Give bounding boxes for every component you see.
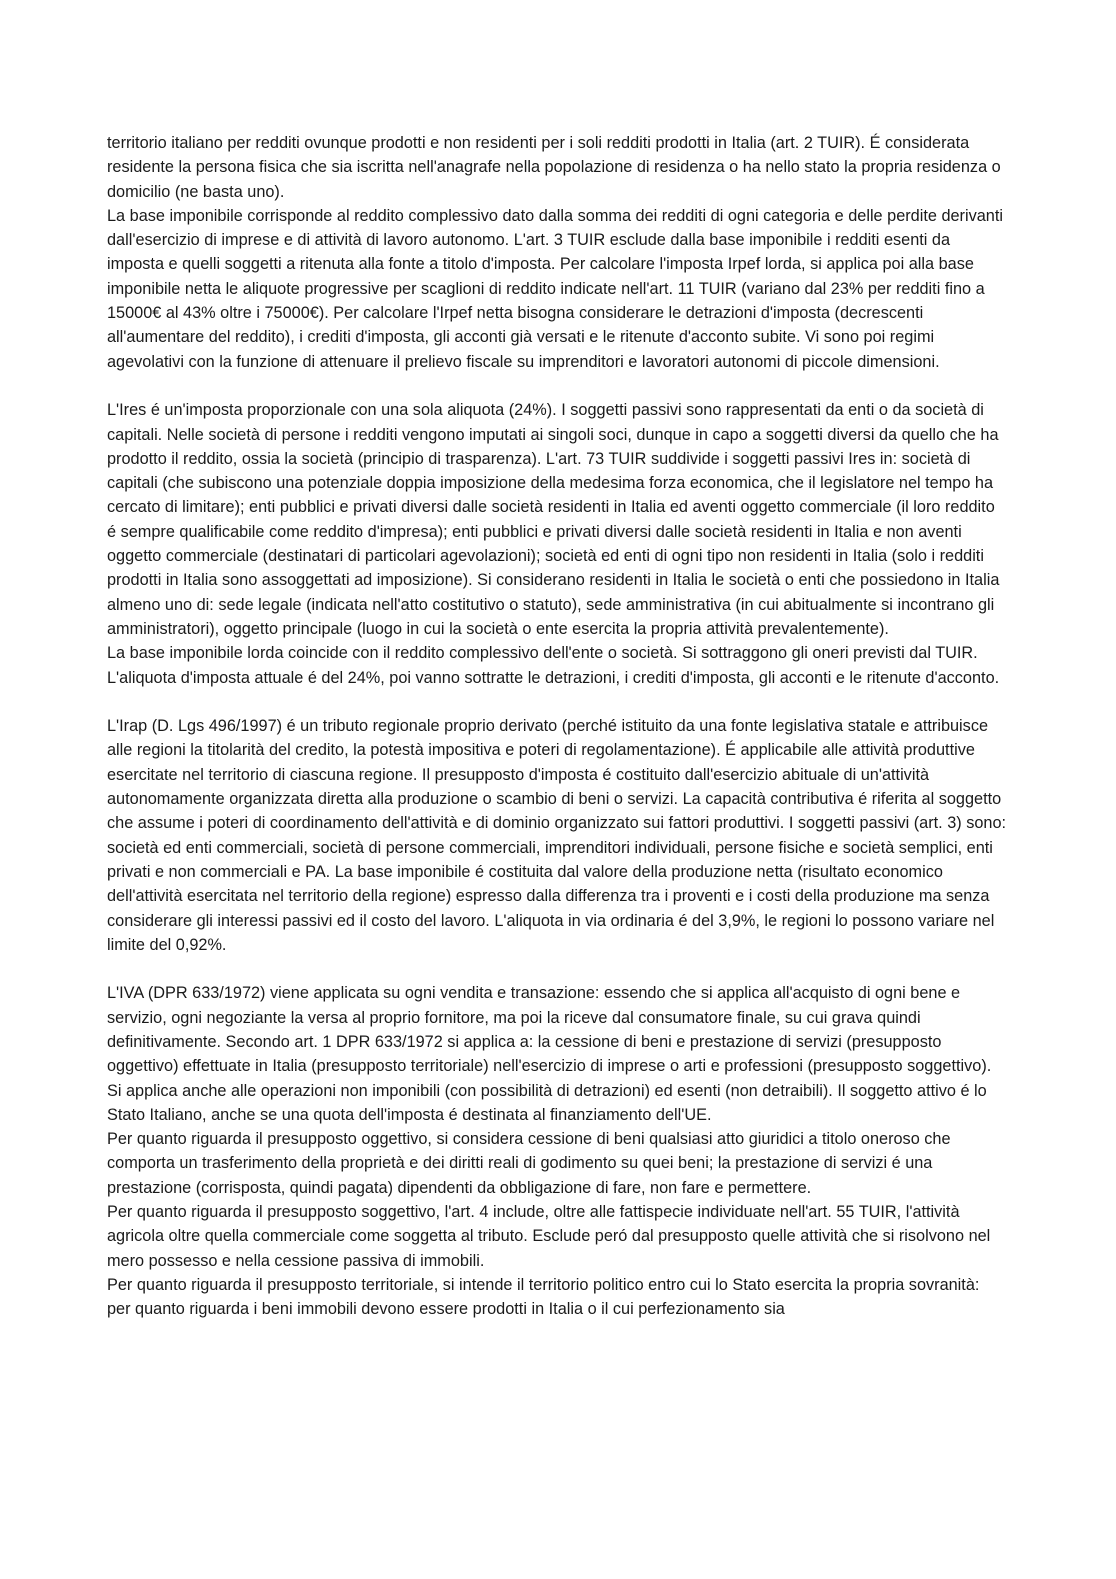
paragraph-iva-oggettivo: Per quanto riguarda il presupposto oggettivo, si considera cessione di beni qualsiasi atto giuridici a titolo oneroso che comporta un trasferimento della proprietà e dei diritti reali di godimento su quei beni; la prestazione di servizi é una prestazione (corrisposta, quindi pagata) dipendenti da obbligazione di fare, non fare e permettere. [107,1130,951,1197]
paragraph-iva-soggettivo: Per quanto riguarda il presupposto soggettivo, l'art. 4 include, oltre alle fattispecie individuate nell'art. 55 TUIR, l'attività agricola oltre quella commerciale come soggetta al tributo. Esclude peró dal presupposto quelle attività che si risolvono nel mero possesso e nella cessione passiva di immobili. [107,1203,991,1270]
paragraph-iva-territoriale: Per quanto riguarda il presupposto territoriale, si intende il territorio politico entro cui lo Stato esercita la propria sovranità: per quanto riguarda i beni immobili devono essere prodotti in Italia o il cui perfezionamento sia [107,1275,980,1319]
paragraph-irap: L'Irap (D. Lgs 496/1997) é un tributo regionale proprio derivato (perché istituito da una fonte legislativa statale e attribuisce alle regioni la titolarità del credito, la potestà impositiva e poteri di regolamentazione). É applicabile alle attività produttive esercitate nel territorio di ciascuna regione. Il presupposto d'imposta é costituito dall'esercizio abituale di un'attività autonomamente organizzata diretta alla produzione o scambio di beni o servizi. La capacità contributiva é riferita al soggetto che assume i poteri di coordinamento dell'attività e di dominio organizzato sui fattori produttivi. I soggetti passivi (art. 3) sono: società ed enti commerciali, società di persone commerciali, imprenditori individuali, persone fisiche e società semplici, enti privati e non commerciali e PA. La base imponibile é costituita dal valore della produzione netta (risultato economico dell'attività esercitata nel territorio della regione) espresso dalla differenza tra i proventi e i costi della produzione ma senza considerare gli interessi passivi ed il costo del lavoro. L'aliquota in via ordinaria é del 3,9%, le regioni lo possono variare nel limite del 0,92%. [107,717,1007,954]
paragraph-iva: L'IVA (DPR 633/1972) viene applicata su ogni vendita e transazione: essendo che si applica all'acquisto di ogni bene e servizio, ogni negoziante la versa al proprio fornitore, ma poi la riceve dal consumatore finale, su cui grava quindi definitivamente. Secondo art. 1 DPR 633/1972 si applica a: la cessione di beni e prestazione di servizi (presupposto oggettivo) effettuate in Italia (presupposto territoriale) nell'esercizio di imprese o arti e professioni (presupposto soggettivo). Si applica anche alle operazioni non imponibili (con possibilità di detrazioni) ed esenti (non detraibili). Il soggetto attivo é lo Stato Italiano, anche se una quota dell'imposta é destinata al finanziamento dell'UE. [107,984,992,1124]
paragraph-irpef-base: La base imponibile corrisponde al reddito complessivo dato dalla somma dei redditi di ogni categoria e delle perdite derivanti dall'esercizio di imprese e di attività di lavoro autonomo. L'art. 3 TUIR esclude dalla base imponibile i redditi esenti da imposta e quelli soggetti a ritenuta alla fonte a titolo d'imposta. Per calcolare l'imposta Irpef lorda, si applica poi alla base imponibile netta le aliquote progressive per scaglioni di reddito indicate nell'art. 11 TUIR (variano dal 23% per redditi fino a 15000€ al 43% oltre i 75000€). Per calcolare l'Irpef netta bisogna considerare le detrazioni d'imposta (decrescenti all'aumentare del reddito), i crediti d'imposta, gli acconti già versati e le ritenute d'acconto subite. Vi sono poi regimi agevolativi con la funzione di attenuare il prelievo fiscale su imprenditori e lavoratori autonomi di piccole dimensioni. [107,206,1003,371]
paragraph-ires: L'Ires é un'imposta proporzionale con una sola aliquota (24%). I soggetti passivi sono rappresentati da enti o da società di capitali. Nelle società di persone i redditi vengono imputati ai singoli soci, dunque in capo a soggetti diversi da quello che ha prodotto il reddito, ossia la società (principio di trasparenza). L'art. 73 TUIR suddivide i soggetti passivi Ires in: società di capitali (che subiscono una potenziale doppia imposizione della medesima forza economica, che il legislatore nel tempo ha cercato di limitare); enti pubblici e privati diversi dalle società residenti in Italia ed aventi oggetto commerciale (il loro reddito é sempre qualificabile come reddito d'impresa); enti pubblici e privati diversi dalle società residenti in Italia e non aventi oggetto commerciale (destinatari di particolari agevolazioni); società ed enti di ogni tipo non residenti in Italia (solo i redditi prodotti in Italia sono assoggettati ad imposizione). Si considerano residenti in Italia le società o enti che possiedono in Italia almeno uno di: sede legale (indicata nell'atto costitutivo o statuto), sede amministrativa (in cui abitualmente si incontrano gli amministratori), oggetto principale (luogo in cui la società o ente esercita la propria attività prevalentemente). [107,401,1000,638]
paragraph-gap [107,374,1007,398]
paragraph-gap [107,957,1007,981]
paragraph-irpef-residence: territorio italiano per redditi ovunque prodotti e non residenti per i soli redditi prodotti in Italia (art. 2 TUIR). É considerata residente la persona fisica che sia iscritta nell'anagrafe nella popolazione di residenza o ha nello stato la propria residenza o domicilio (ne basta uno). [107,134,1001,201]
paragraph-ires-base: La base imponibile lorda coincide con il reddito complessivo dell'ente o società. Si sottraggono gli oneri previsti dal TUIR. L'aliquota d'imposta attuale é del 24%, poi vanno sottratte le detrazioni, i crediti d'imposta, gli acconti e le ritenute d'acconto. [107,644,1000,687]
document-page [107,131,1007,1322]
paragraph-gap [107,690,1007,714]
